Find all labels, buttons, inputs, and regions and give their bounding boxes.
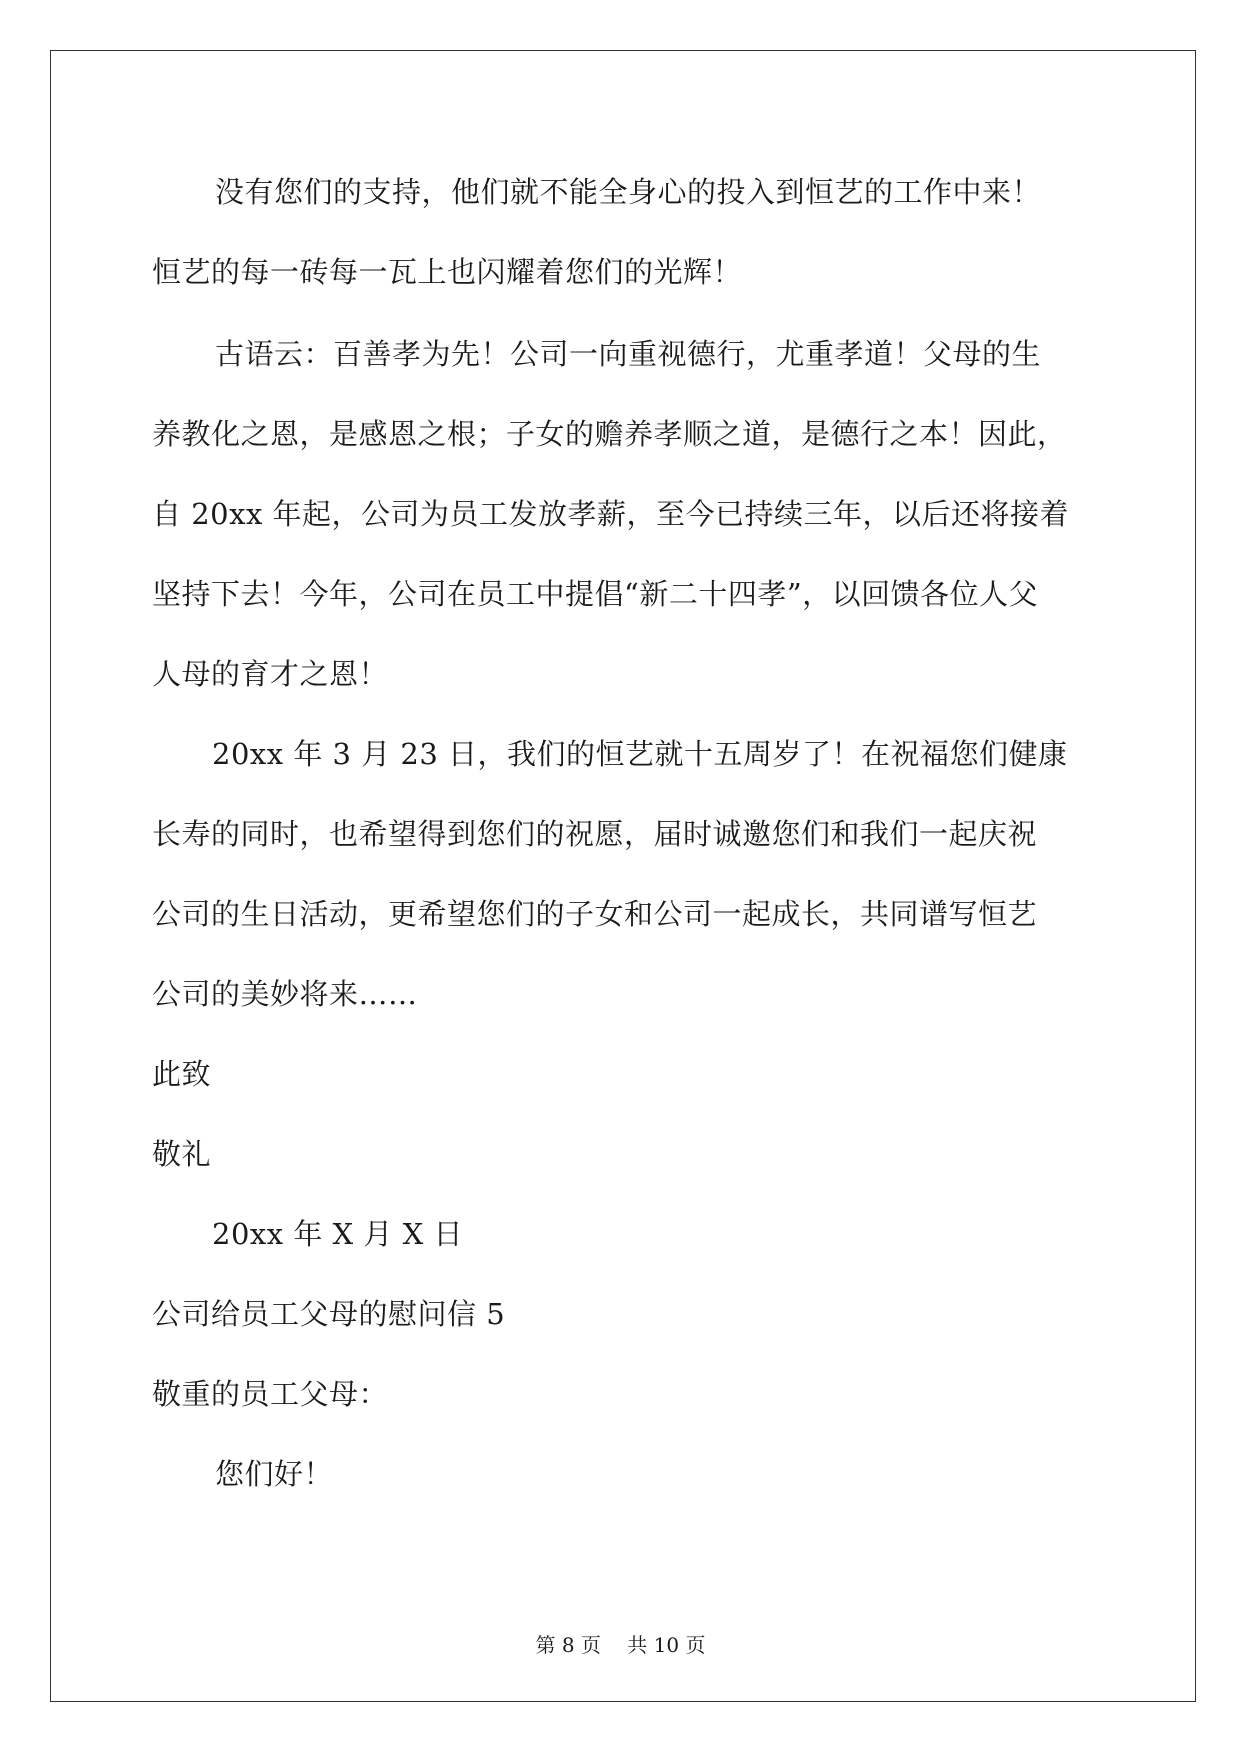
closing-regards: 敬礼 (152, 1137, 212, 1171)
greeting-recipient: 敬重的员工父母： (152, 1377, 389, 1411)
closing-salutation: 此致 (152, 1057, 212, 1091)
letter-date: 20xx 年 X 月 X 日 (212, 1217, 463, 1251)
paragraph-line-11: 公司的美妙将来…… (152, 977, 418, 1011)
greeting-hello: 您们好！ (215, 1457, 334, 1491)
section-title: 公司给员工父母的慰问信 5 (152, 1297, 506, 1331)
page-number: 第 8 页 共 10 页 (535, 1633, 706, 1657)
paragraph-line-8: 20xx 年 3 月 23 日，我们的恒艺就十五周岁了！在祝福您们健康 (212, 737, 1068, 771)
paragraph-line-7: 人母的育才之恩！ (152, 657, 389, 691)
paragraph-line-9: 长寿的同时，也希望得到您们的祝愿，届时诚邀您们和我们一起庆祝 (152, 817, 1038, 851)
paragraph-line-2: 恒艺的每一砖每一瓦上也闪耀着您们的光辉！ (152, 255, 743, 289)
paragraph-line-3: 古语云：百善孝为先！公司一向重视德行，尤重孝道！父母的生 (215, 337, 1042, 371)
paragraph-line-6: 坚持下去！今年，公司在员工中提倡“新二十四孝”，以回馈各位人父 (152, 577, 1039, 611)
paragraph-line-10: 公司的生日活动，更希望您们的子女和公司一起成长，共同谱写恒艺 (152, 897, 1038, 931)
paragraph-line-4: 养教化之恩，是感恩之根；子女的赡养孝顺之道，是德行之本！因此， (152, 417, 1067, 451)
paragraph-line-1: 没有您们的支持，他们就不能全身心的投入到恒艺的工作中来！ (215, 175, 1042, 209)
paragraph-line-5: 自 20xx 年起，公司为员工发放孝薪，至今已持续三年，以后还将接着 (152, 497, 1070, 531)
